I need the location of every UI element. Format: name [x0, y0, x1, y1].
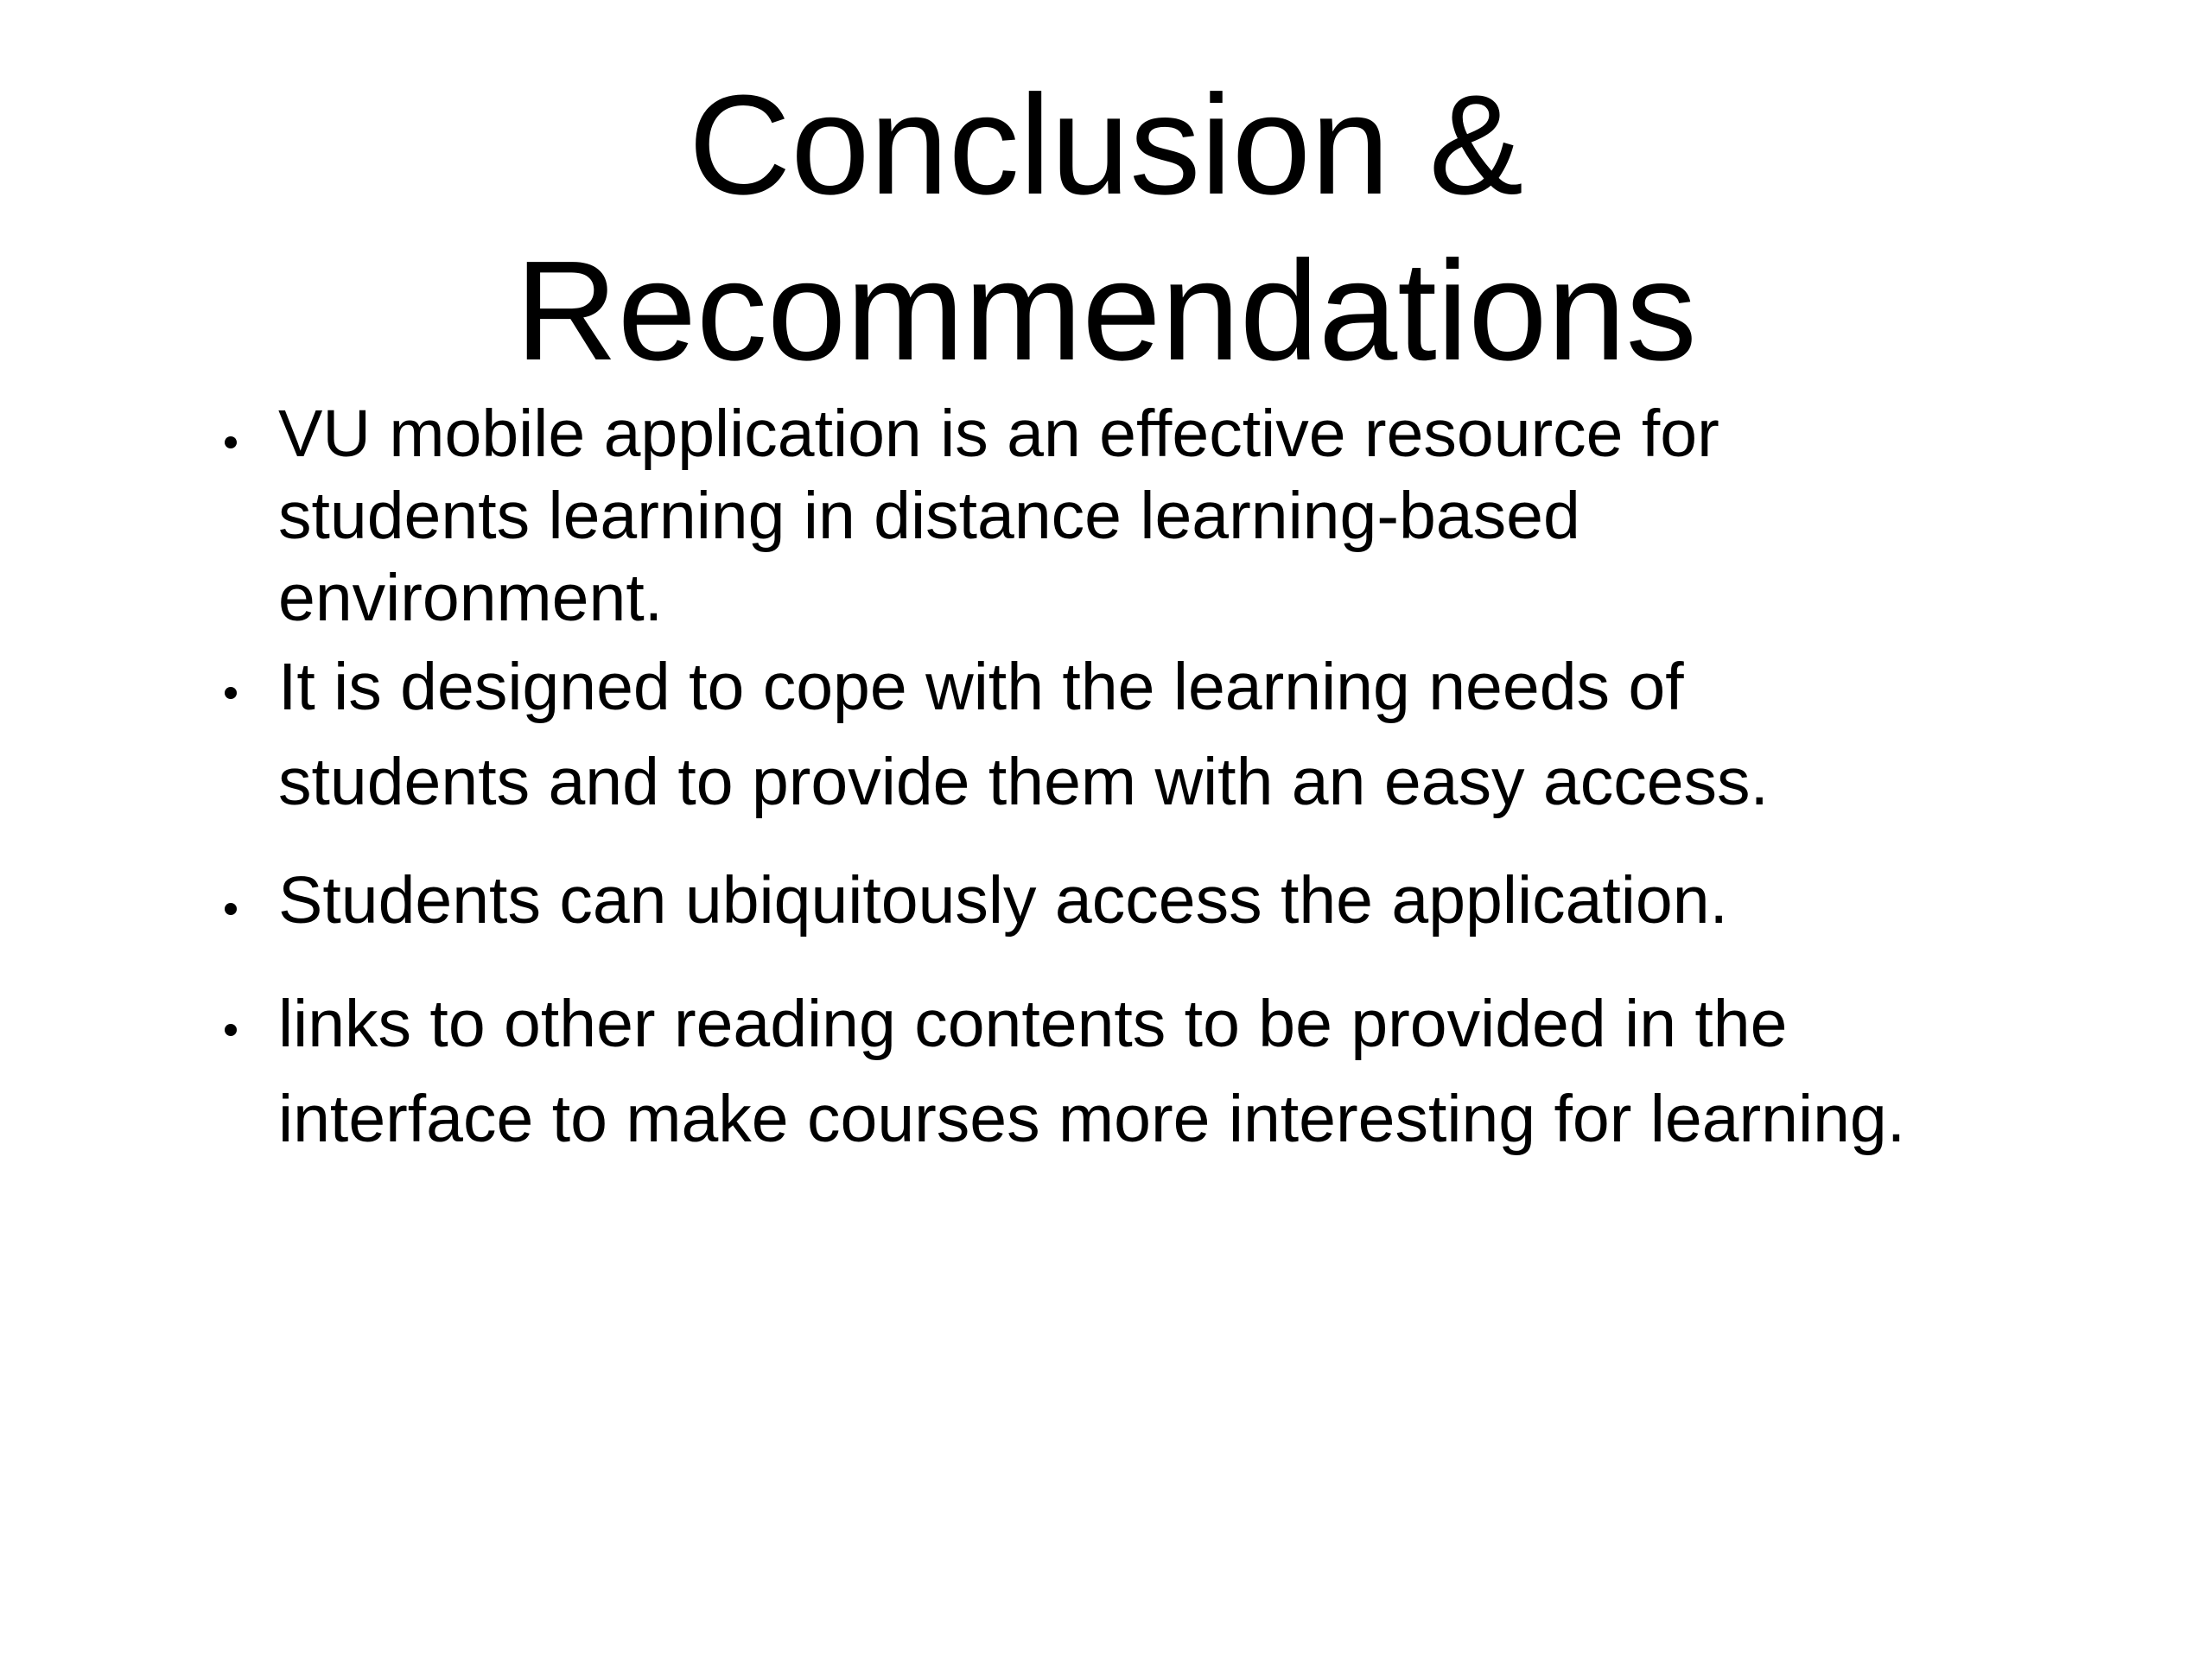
bullet-text: VU mobile application is an effective resource for students learning in distance learning-based environment.	[278, 397, 1719, 635]
title-line-2: Recommendations	[515, 232, 1697, 390]
bullet-item	[216, 860, 1944, 942]
title-line-1: Conclusion &	[688, 66, 1524, 224]
bullet-text: It is designed to cope with the learning needs of students and to provide them with an easy access.	[278, 650, 1769, 819]
bullet-dot-icon	[225, 1024, 237, 1036]
bullet-item	[216, 393, 1944, 639]
bullet-dot-icon	[225, 436, 237, 448]
bullet-list	[216, 393, 1944, 1166]
bullet-item	[216, 639, 1944, 830]
bullet-dot-icon	[225, 903, 237, 915]
bullet-item	[216, 976, 1944, 1166]
slide-title	[0, 62, 2212, 394]
bullet-text: Students can ubiquitously access the application.	[278, 863, 1728, 938]
bullet-dot-icon	[225, 687, 237, 699]
bullet-text: links to other reading contents to be provided in the interface to make courses more interesting for learning.	[278, 987, 1906, 1156]
